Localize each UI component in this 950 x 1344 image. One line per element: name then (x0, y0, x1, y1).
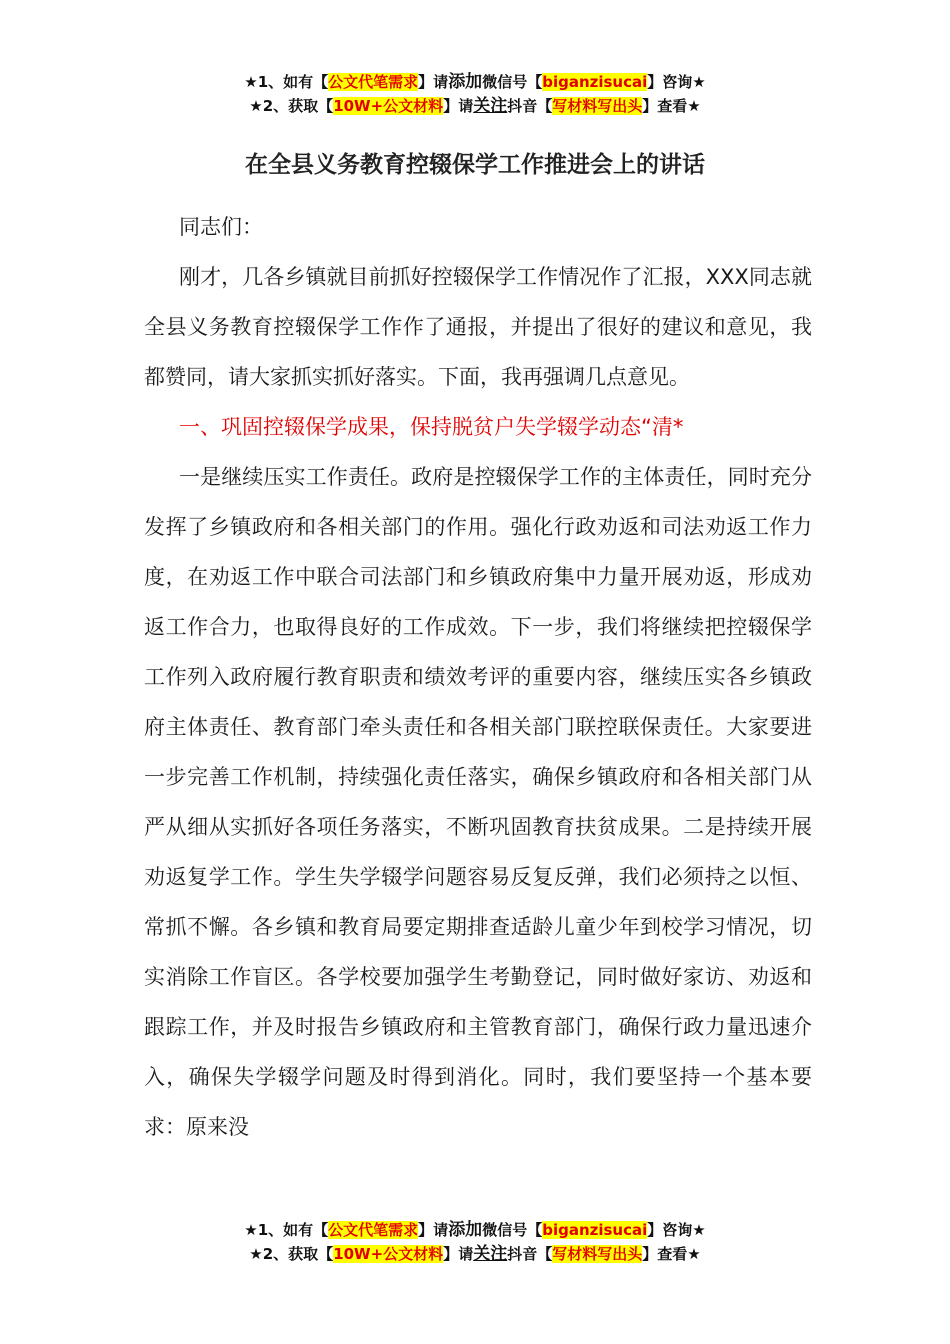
banner-highlight: 写材料写出头 (552, 97, 643, 115)
banner-highlight: 10W+公文材料 (333, 1245, 444, 1263)
banner-line-2 (0, 1242, 950, 1266)
banner-text: ★2、获取【 (249, 1245, 334, 1263)
banner-highlight: biganzisucai (542, 1221, 648, 1239)
banner-bottom (0, 1218, 950, 1266)
banner-text: ★2、获取【 (249, 97, 334, 115)
banner-text: 】查看★ (642, 1245, 701, 1263)
banner-highlight: 10W+公文材料 (333, 97, 444, 115)
banner-emphasis: 添加 (448, 72, 483, 92)
banner-text: ★1、如有【 (244, 73, 329, 91)
banner-highlight: 写材料写出头 (552, 1245, 643, 1263)
banner-line-2 (0, 94, 950, 118)
banner-highlight: biganzisucai (542, 73, 648, 91)
banner-highlight: 公文代笔需求 (328, 73, 419, 91)
banner-line-1 (0, 1218, 950, 1242)
banner-text: 】查看★ (642, 97, 701, 115)
document-title: 在全县义务教育控辍保学工作推进会上的讲话 (245, 152, 705, 178)
banner-line-1 (0, 70, 950, 94)
section-heading-1: 一、巩固控辍保学成果，保持脱贫户失学辍学动态“清* (179, 415, 684, 439)
banner-text: 抖音【 (507, 1245, 553, 1263)
banner-text: 抖音【 (507, 97, 553, 115)
banner-text: 微信号【 (482, 73, 543, 91)
banner-text: ★1、如有【 (244, 1221, 329, 1239)
banner-top (0, 70, 950, 118)
salutation: 同志们： (179, 215, 263, 239)
paragraph-2: 一是继续压实工作责任。政府是控辍保学工作的主体责任，同时充分发挥了乡镇政府和各相关部门的作用。强化行政劝返和司法劝返工作力度，在劝返工作中联合司法部门和乡镇政府集中力量开展劝返，形成劝返工作合力，也取得良好的工作成效。下一步，我们将继续把控辍保学工作列入政府履行教育职责和绩效考评的重要内容，继续压实各乡镇政府主体责任、教育部门牵头责任和各相关部门联控联保责任。大家要进一步完善工作机制，持续强化责任落实，确保乡镇政府和各相关部门从严从细从实抓好各项任务落实，不断巩固教育扶贫成果。二是持续开展劝返复学工作。学生失学辍学问题容易反复反弹，我们必须持之以恒、常抓不懈。各乡镇和教育局要定期排查适龄儿童少年到校学习情况，切实消除工作盲区。各学校要加强学生考勤登记，同时做好家访、劝返和跟踪工作，并及时报告乡镇政府和主管教育部门，确保行政力量迅速介入，确保失学辍学问题及时得到消化。同时，我们要坚持一个基本要求：原来没 (144, 465, 812, 1139)
banner-emphasis: 关注 (473, 96, 508, 116)
banner-highlight: 公文代笔需求 (328, 1221, 419, 1239)
banner-text: 】请 (443, 1245, 474, 1263)
banner-text: 微信号【 (482, 1221, 543, 1239)
banner-text: 】请 (418, 73, 449, 91)
banner-text: 】咨询★ (647, 1221, 706, 1239)
banner-text: 】请 (418, 1221, 449, 1239)
paragraph-1: 刚才，几各乡镇就目前抓好控辍保学工作情况作了汇报，XXX同志就全县义务教育控辍保学工作作了通报，并提出了很好的建议和意见，我都赞同，请大家抓实抓好落实。下面，我再强调几点意见。 (144, 265, 812, 389)
document-body (144, 202, 812, 1152)
banner-text: 】咨询★ (647, 73, 706, 91)
banner-text: 】请 (443, 97, 474, 115)
banner-emphasis: 关注 (473, 1244, 508, 1264)
banner-emphasis: 添加 (448, 1220, 483, 1240)
